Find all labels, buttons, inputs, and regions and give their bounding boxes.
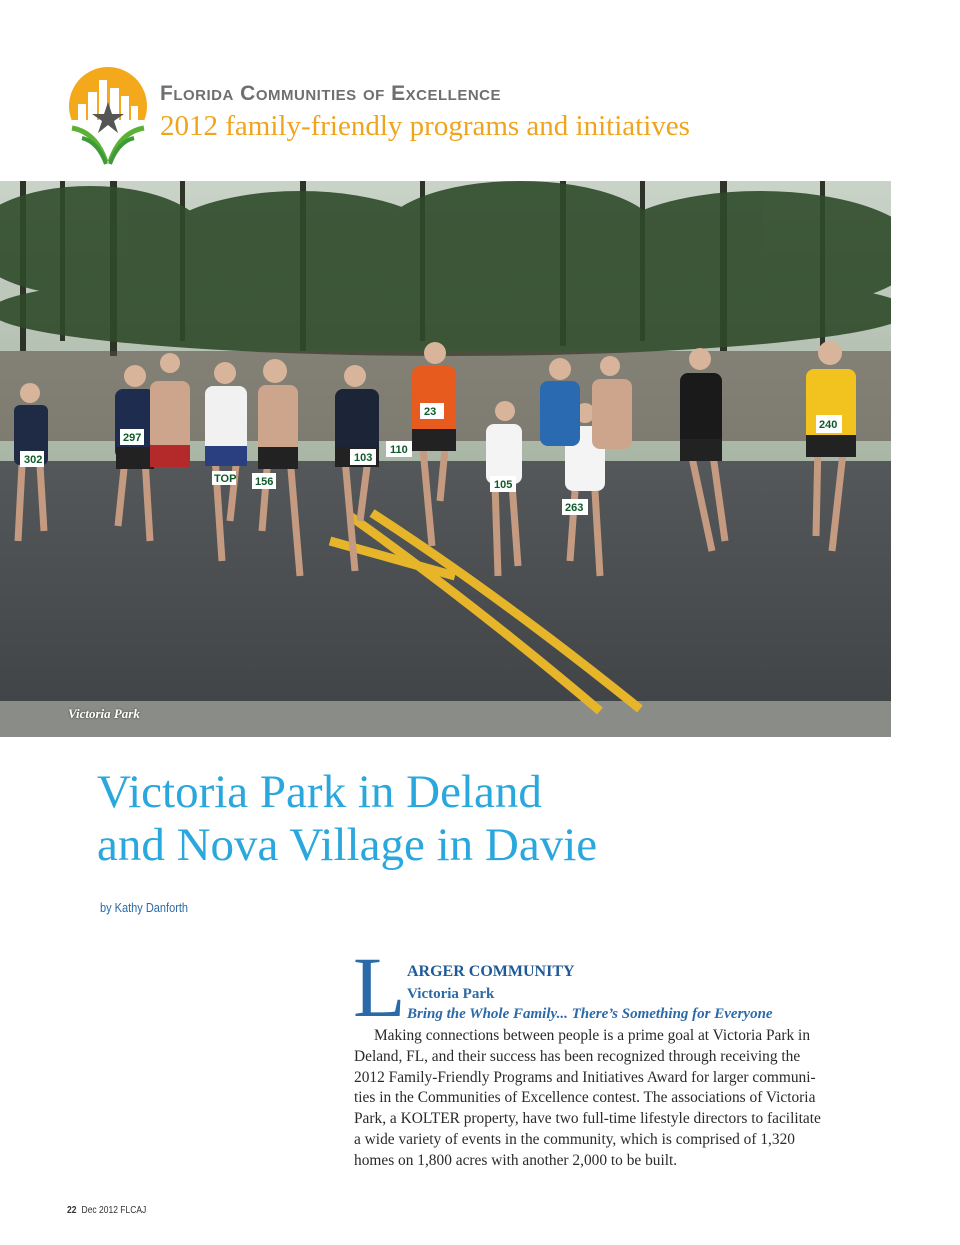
body-line: Deland, FL, and their success has been recognized through receiving the [354, 1047, 801, 1065]
sub-heading: Victoria Park [407, 986, 495, 1002]
body-line: a wide variety of events in the community, which is comprised of 1,320 [354, 1130, 795, 1148]
article-body [354, 1026, 894, 1172]
series-title: Florida Communities of Excellence [160, 82, 502, 105]
byline: by Kathy Danforth [100, 901, 189, 915]
tagline: Bring the Whole Family... There’s Something for Everyone [407, 1006, 773, 1022]
bib-23: 23 [424, 406, 437, 418]
race-photo [0, 181, 891, 737]
bib-103: 103 [354, 452, 373, 464]
body-line: Park, a KOLTER property, have two full-time lifestyle directors to facilitate [354, 1110, 821, 1128]
bib-263: 263 [565, 502, 584, 514]
page-number: 22 [67, 1205, 77, 1216]
section-heading: ARGER COMMUNITY [407, 963, 575, 980]
photo-caption: Victoria Park [68, 706, 140, 721]
bib-297: 297 [123, 432, 142, 444]
bib-240: 240 [819, 419, 838, 431]
bib-156: 156 [255, 476, 274, 488]
body-line: ties in the Communities of Excellence contest. The associations of Victoria [354, 1089, 816, 1107]
series-subtitle: 2012 family-friendly programs and initiatives [160, 110, 690, 142]
bib-110: 110 [390, 444, 408, 456]
bib-302: 302 [24, 454, 43, 466]
bib-top: TOP [214, 473, 237, 485]
page-footer [67, 1205, 146, 1216]
skyline-star-logo-icon [66, 66, 150, 166]
bib-105: 105 [494, 479, 513, 491]
article-headline [97, 766, 797, 872]
body-line: Making connections between people is a prime goal at Victoria Park in [374, 1027, 811, 1044]
body-line: homes on 1,800 acres with another 2,000 to be built. [354, 1151, 678, 1169]
headline-line-2: and Nova Village in Davie [97, 819, 598, 871]
headline-line-1: Victoria Park in Deland [97, 766, 542, 818]
body-line: 2012 Family-Friendly Programs and Initiatives Award for larger communi- [354, 1068, 816, 1086]
issue-label: Dec 2012 FLCAJ [81, 1205, 147, 1216]
drop-cap: L [353, 939, 406, 1035]
